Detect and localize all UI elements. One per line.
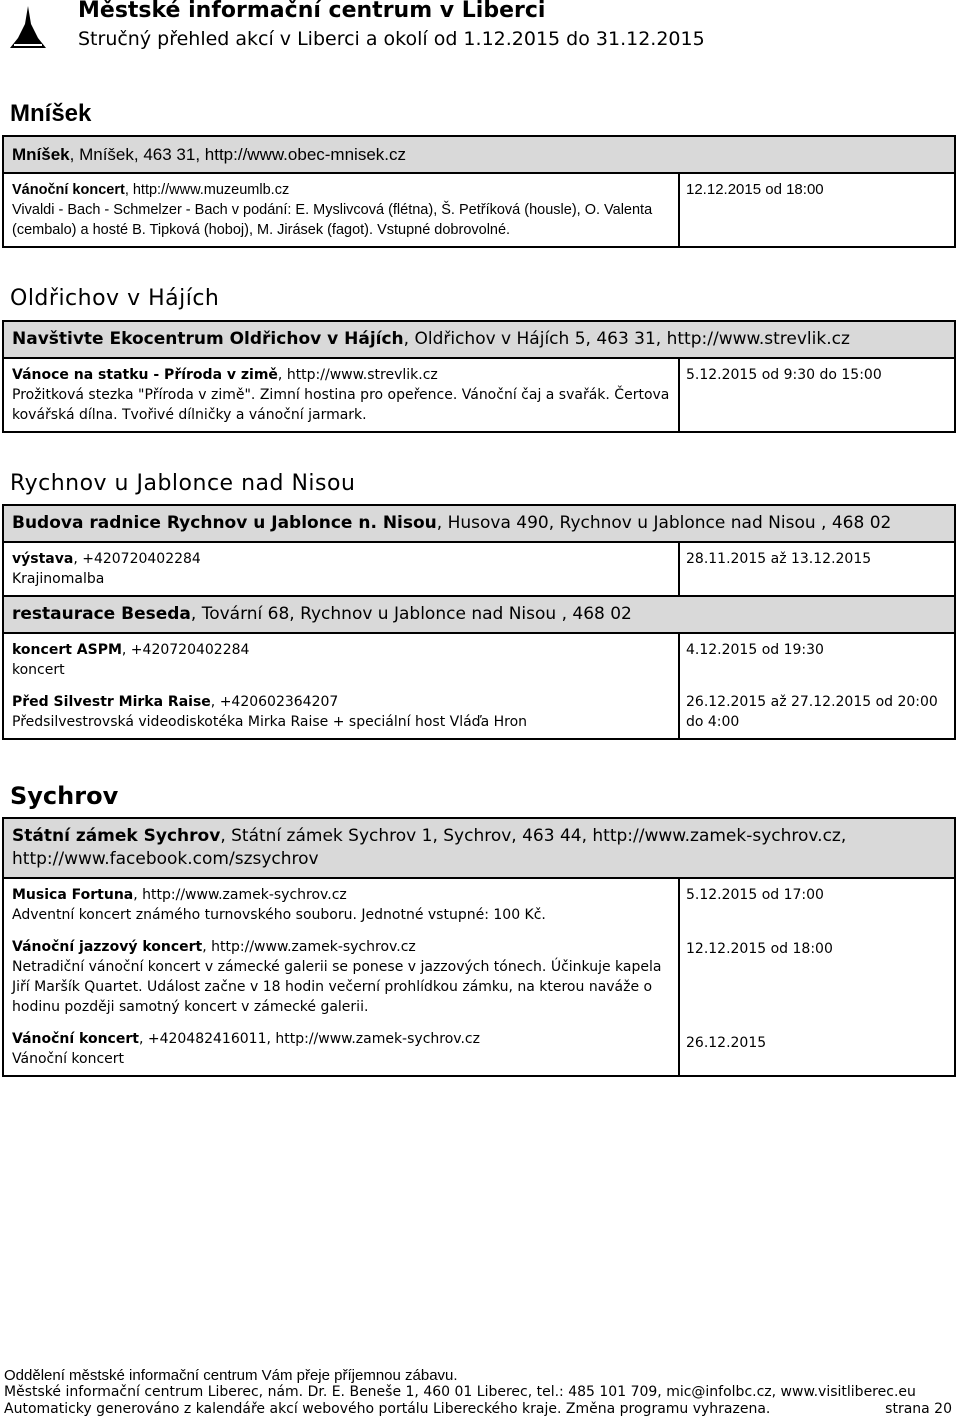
venue-name: restaurace Beseda <box>12 604 191 624</box>
event-name: Musica Fortuna <box>12 887 134 903</box>
venue-details: , Oldřichov v Hájích 5, 463 31, http://www.strevlik.cz <box>403 329 850 349</box>
venue-header <box>4 597 954 634</box>
event-row <box>4 174 954 246</box>
venue-details: , Husova 490, Rychnov u Jablonce nad Nisou , 468 02 <box>436 513 892 533</box>
section-box-rychnov <box>2 504 956 740</box>
section-title-rychnov: Rychnov u Jablonce nad Nisou <box>10 471 356 496</box>
event-description: Krajinomalba <box>12 571 105 587</box>
event-contact: , +420720402284 <box>73 551 201 567</box>
event-date: 26.12.2015 <box>686 1035 767 1051</box>
footer-contact: Městské informační centrum Liberec, nám. Dr. E. Beneše 1, 460 01 Liberec, tel.: 485 101 709, mic@infolbc.cz, www.visitliberec.eu <box>4 1384 916 1400</box>
event-item <box>12 692 670 732</box>
event-description: Adventní koncert známého turnovského souboru. Jednotné vstupné: 100 Kč. <box>12 907 546 923</box>
event-info <box>4 543 680 595</box>
venue-name: Budova radnice Rychnov u Jablonce n. Nisou <box>12 513 437 533</box>
event-name: Vánoční koncert <box>12 182 125 198</box>
event-date: 4.12.2015 od 19:30 <box>686 642 824 658</box>
event-description: Netradiční vánoční koncert v zámecké galerii se ponese v jazzových tónech. Účinkuje kapela Jiří Maršík Quartet. Událost začne v 18 hodin večerní prohlídkou zámku, na kterou naváže o hodinu později samotný koncert v zámecké galerii. <box>12 959 662 1015</box>
section-box-mnisek <box>2 135 956 248</box>
venue-details: , Státní zámek Sychrov 1, Sychrov, 463 44, http://www.zamek-sychrov.cz, http://www.facebook.com/szsychrov <box>12 826 847 869</box>
venue-header <box>4 819 954 879</box>
event-date: 5.12.2015 od 17:00 <box>686 887 824 903</box>
event-row <box>4 359 954 431</box>
event-contact: , +420482416011, http://www.zamek-sychrov.cz <box>138 1031 480 1047</box>
event-date: 12.12.2015 od 18:00 <box>686 941 833 957</box>
footer-disclaimer: Automaticky generováno z kalendáře akcí webového portálu Libereckého kraje. Změna programu vyhrazena. <box>4 1401 771 1417</box>
event-contact: , +420602364207 <box>210 694 339 710</box>
event-description: Prožitková stezka "Příroda v zimě". Zimní hostina pro opeřence. Vánoční čaj a svařák. Čertova kovářská dílna. Tvořivé dílničky a vánoční jarmark. <box>12 387 670 423</box>
section-box-sychrov <box>2 817 956 1077</box>
event-name: koncert ASPM <box>12 642 122 658</box>
event-item <box>12 885 670 925</box>
event-info <box>4 879 680 1075</box>
event-info <box>4 174 680 246</box>
event-row <box>4 634 954 738</box>
event-date: 5.12.2015 od 9:30 do 15:00 <box>686 367 882 383</box>
event-link: , http://www.muzeumlb.cz <box>124 182 290 198</box>
event-name: Vánoce na statku - Příroda v zimě <box>12 367 278 383</box>
venue-name: Navštivte Ekocentrum Oldřichov v Hájích <box>12 329 404 349</box>
event-row <box>4 879 954 1075</box>
event-name: Vánoční koncert <box>12 1031 139 1047</box>
event-name: výstava <box>12 551 74 567</box>
page-header <box>0 0 960 60</box>
event-row <box>4 543 954 597</box>
event-item <box>12 1029 670 1069</box>
event-link: , http://www.strevlik.cz <box>277 367 438 383</box>
header-title: Městské informační centrum v Liberci <box>78 0 546 23</box>
section-title-oldrichov: Oldřichov v Hájích <box>10 286 220 311</box>
event-date: 26.12.2015 až 27.12.2015 od 20:00 do 4:00 <box>686 694 938 730</box>
event-name: Před Silvestr Mirka Raise <box>12 694 211 710</box>
section-title-sychrov: Sychrov <box>10 782 119 810</box>
event-info <box>4 359 680 431</box>
event-name: Vánoční jazzový koncert <box>12 939 203 955</box>
venue-details: , Mníšek, 463 31, http://www.obec-mnisek.cz <box>69 145 407 164</box>
page-number: strana 20 <box>885 1401 952 1417</box>
venue-header <box>4 137 954 174</box>
event-date: 12.12.2015 od 18:00 <box>686 181 824 198</box>
section-box-oldrichov <box>2 320 956 433</box>
event-dates <box>680 879 954 1075</box>
header-subtitle: Stručný přehled akcí v Liberci a okolí od 1.12.2015 do 31.12.2015 <box>78 28 705 50</box>
liberec-jested-logo-icon <box>8 4 48 50</box>
event-dates <box>680 634 954 738</box>
event-link: , http://www.zamek-sychrov.cz <box>133 887 347 903</box>
event-item <box>12 937 670 1017</box>
event-description: Vánoční koncert <box>12 1051 125 1067</box>
event-description: Předsilvestrovská videodiskotéka Mirka Raise + speciální host Vláďa Hron <box>12 714 528 730</box>
event-item <box>12 640 670 680</box>
venue-header <box>4 322 954 359</box>
venue-details: , Tovární 68, Rychnov u Jablonce nad Nisou , 468 02 <box>190 604 632 624</box>
footer-greeting: Oddělení městské informační centrum Vám přeje příjemnou zábavu. <box>4 1367 458 1384</box>
section-title-mnisek: Mníšek <box>10 100 92 127</box>
event-info <box>4 634 680 738</box>
event-link: , http://www.zamek-sychrov.cz <box>202 939 416 955</box>
venue-name: Mníšek <box>12 145 70 164</box>
event-description: koncert <box>12 662 65 678</box>
venue-name: Státní zámek Sychrov <box>12 826 221 846</box>
event-description: Vivaldi - Bach - Schmelzer - Bach v podání: E. Myslivcová (flétna), Š. Petříková (housle), O. Valenta (cembalo) a hosté B. Tipková (hoboj), M. Jirásek (fagot). Vstupné dobrovolné. <box>12 202 653 238</box>
event-contact: , +420720402284 <box>121 642 250 658</box>
event-date: 28.11.2015 až 13.12.2015 <box>686 551 872 567</box>
venue-header <box>4 506 954 543</box>
